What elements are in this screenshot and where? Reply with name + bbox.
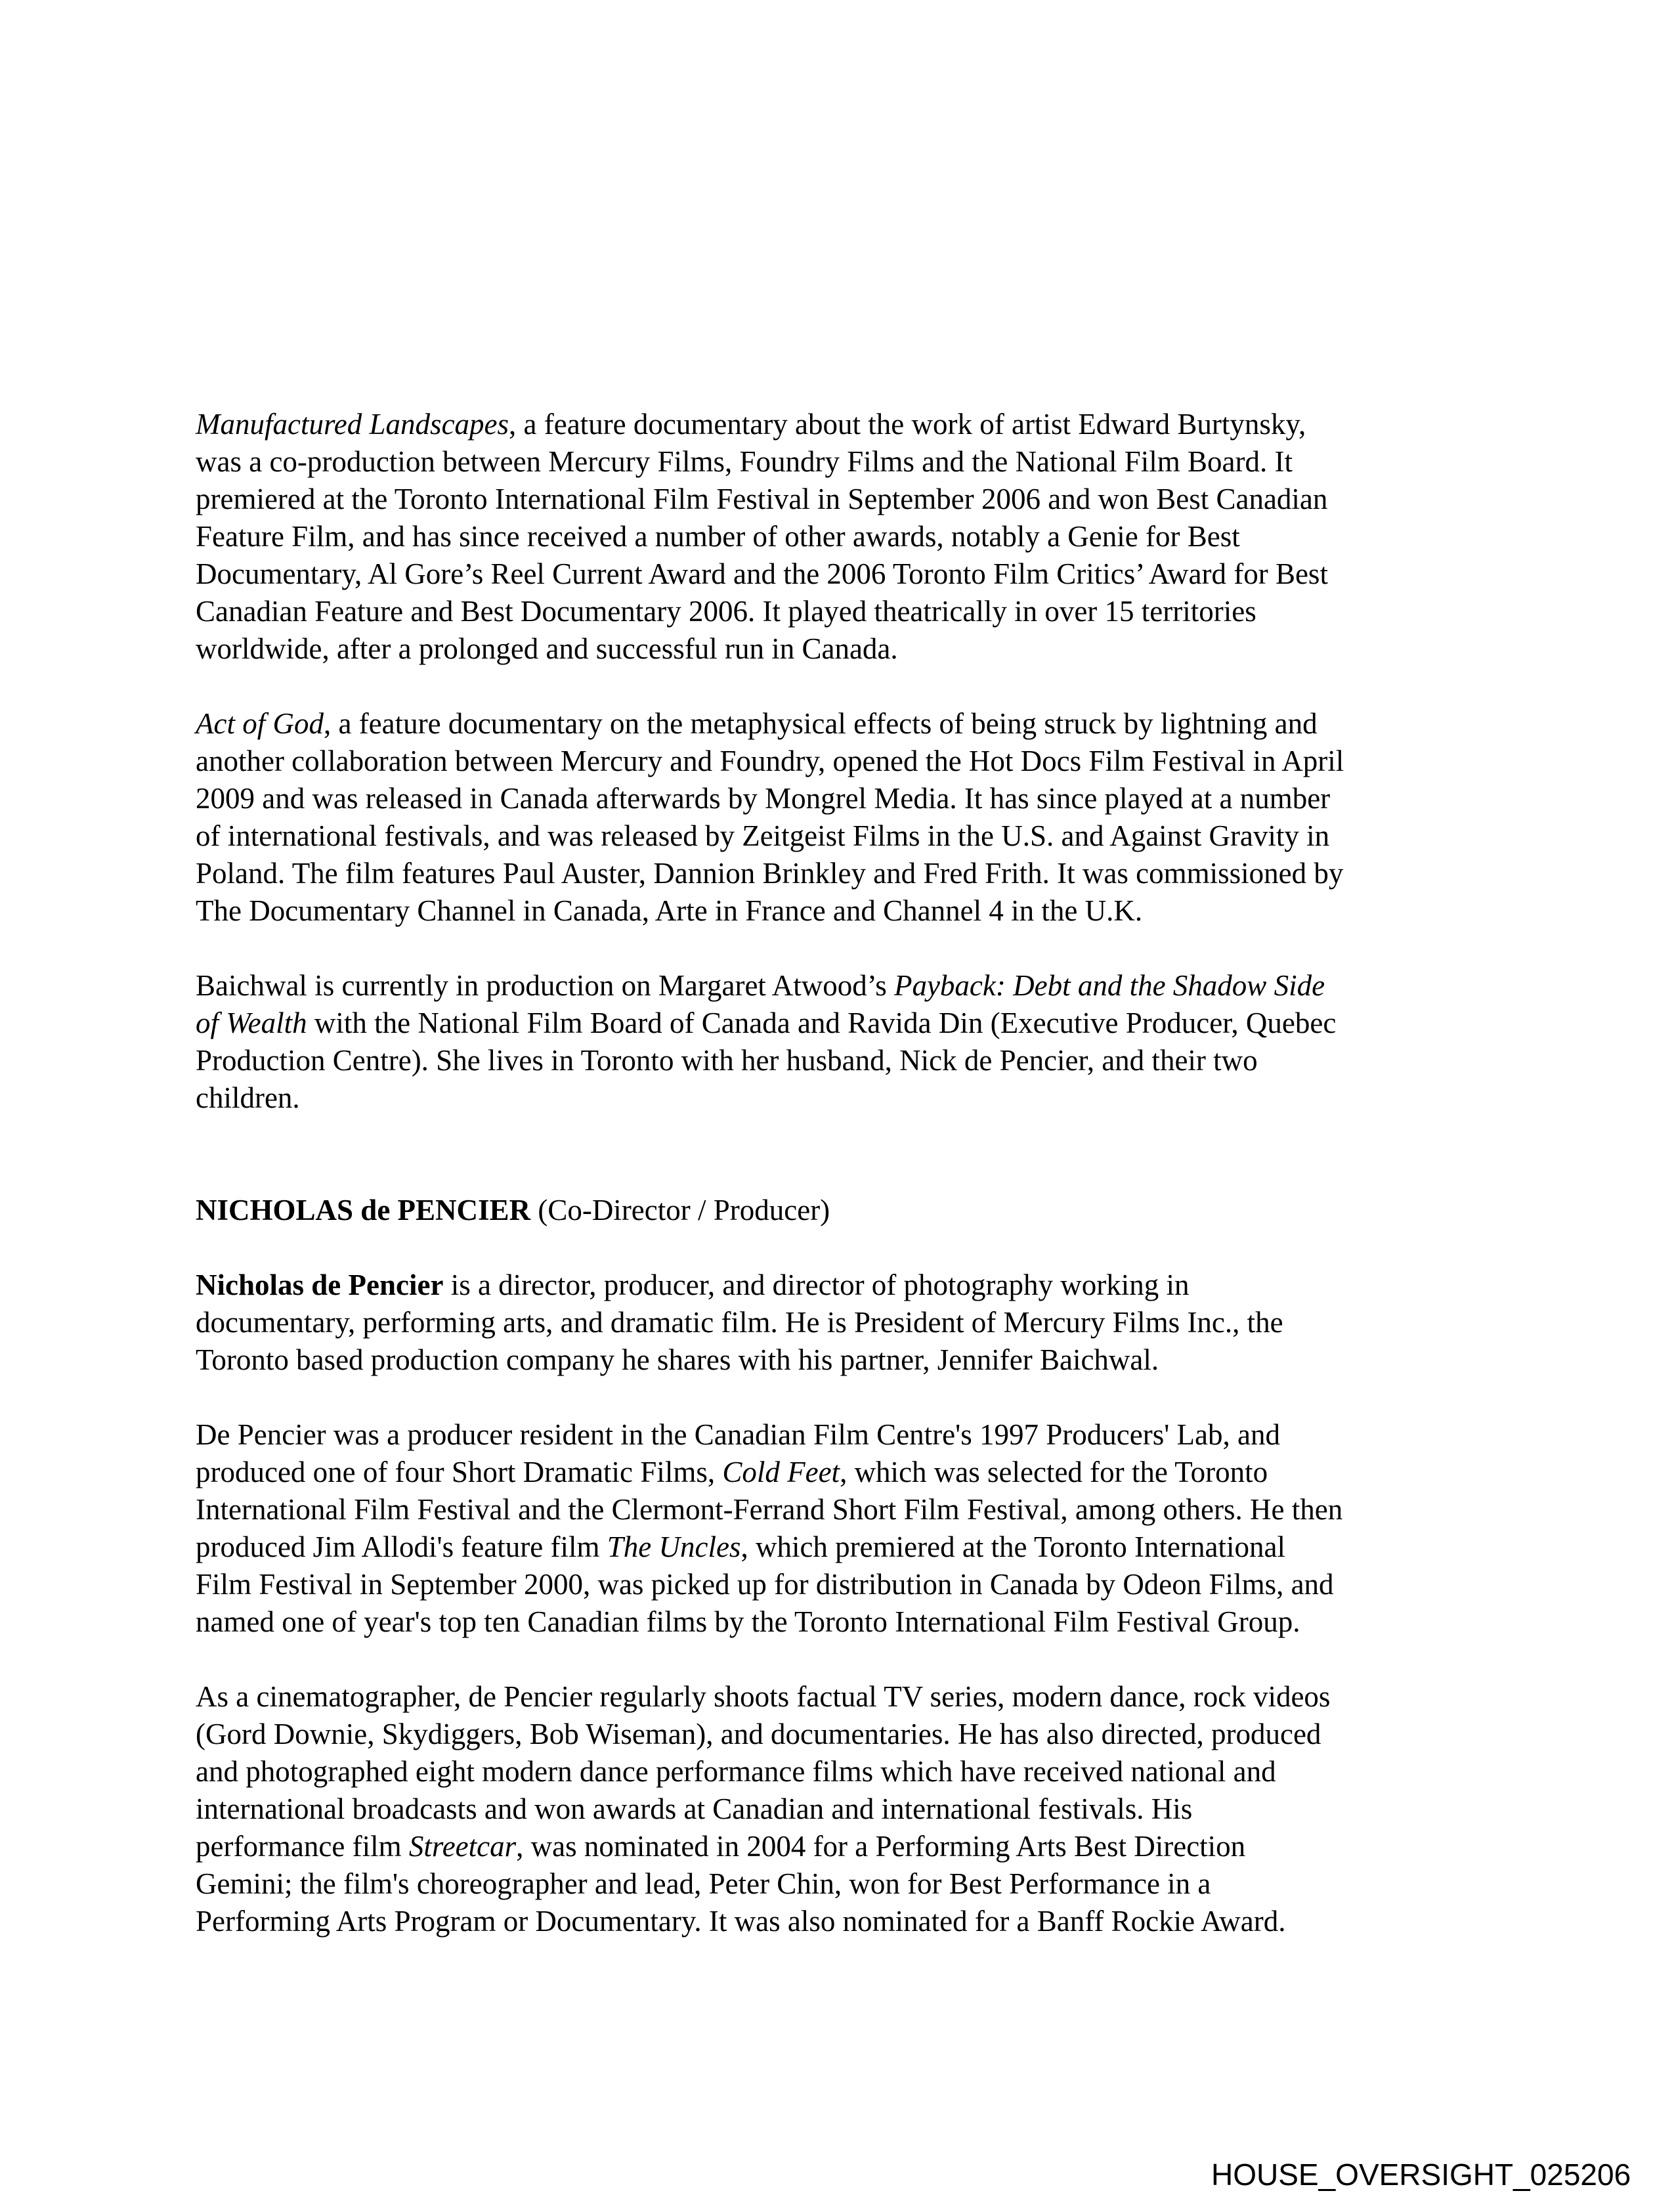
text-run: Film Festival in September 2000, was picked up for distribution in Canada by Odeon Films, and bbox=[196, 1568, 1334, 1601]
text-run: , was nominated in 2004 for a Performing Arts Best Direction bbox=[516, 1830, 1246, 1863]
text-run: 2009 and was released in Canada afterwards by Mongrel Media. It has since played at a number bbox=[196, 782, 1331, 815]
text-line bbox=[196, 1790, 1495, 1828]
text-line bbox=[196, 743, 1495, 780]
text-run: Production Centre). She lives in Toronto with her husband, Nick de Pencier, and their two bbox=[196, 1044, 1258, 1077]
text-run: International Film Festival and the Clermont-Ferrand Short Film Festival, among others. He then bbox=[196, 1493, 1343, 1526]
text-line bbox=[196, 1678, 1495, 1716]
text-run: , which was selected for the Toronto bbox=[840, 1456, 1268, 1488]
text-line bbox=[196, 406, 1495, 443]
text-line bbox=[196, 1566, 1495, 1603]
bold-name: Nicholas de Pencier bbox=[196, 1269, 444, 1301]
text-line bbox=[196, 1416, 1495, 1454]
text-run: Performing Arts Program or Documentary. It was also nominated for a Banff Rockie Award. bbox=[196, 1905, 1286, 1938]
film-credits-section bbox=[196, 406, 1495, 1117]
text-run: international broadcasts and won awards at Canadian and international festivals. His bbox=[196, 1792, 1193, 1825]
text-run: another collaboration between Mercury and Foundry, opened the Hot Docs Film Festival in April bbox=[196, 745, 1344, 777]
text-run: documentary, performing arts, and dramatic film. He is President of Mercury Films Inc., the bbox=[196, 1306, 1283, 1339]
text-run: Gemini; the film's choreographer and lead, Peter Chin, won for Best Performance in a bbox=[196, 1867, 1211, 1900]
text-run: , which premiered at the Toronto International bbox=[740, 1530, 1285, 1563]
text-run: and photographed eight modern dance performance films which have received national and bbox=[196, 1755, 1276, 1788]
text-run: produced one of four Short Dramatic Films, bbox=[196, 1456, 723, 1488]
section-heading bbox=[196, 1192, 1495, 1229]
text-run: Documentary, Al Gore’s Reel Current Award and the 2006 Toronto Film Critics’ Award for Best bbox=[196, 557, 1328, 590]
paragraph-de-pencier-producer bbox=[196, 1416, 1495, 1641]
paragraph-de-pencier-cinematographer bbox=[196, 1678, 1495, 1940]
text-run: As a cinematographer, de Pencier regularly shoots factual TV series, modern dance, rock videos bbox=[196, 1680, 1331, 1713]
text-line bbox=[196, 1603, 1495, 1641]
text-run: Baichwal is currently in production on Margaret Atwood’s bbox=[196, 969, 894, 1002]
text-run: performance film bbox=[196, 1830, 409, 1863]
text-run: is a director, producer, and director of photography working in bbox=[443, 1269, 1190, 1301]
text-run: Poland. The film features Paul Auster, Dannion Brinkley and Fred Frith. It was commissioned by bbox=[196, 857, 1344, 890]
text-line bbox=[196, 817, 1495, 855]
text-run: Canadian Feature and Best Documentary 2006. It played theatrically in over 15 territories bbox=[196, 595, 1256, 628]
heading-name: NICHOLAS de PENCIER bbox=[196, 1194, 531, 1226]
bates-stamp: HOUSE_OVERSIGHT_025206 bbox=[1211, 2158, 1631, 2192]
paragraph-de-pencier-intro bbox=[196, 1267, 1495, 1379]
text-run: of international festivals, and was released by Zeitgeist Films in the U.S. and Against Gravity in bbox=[196, 819, 1330, 852]
text-run: , a feature documentary on the metaphysical effects of being struck by lightning and bbox=[323, 707, 1318, 740]
text-run: Feature Film, and has since received a number of other awards, notably a Genie for Best bbox=[196, 520, 1240, 553]
text-line bbox=[196, 1042, 1495, 1079]
paragraph-act-of-god bbox=[196, 705, 1495, 930]
text-line bbox=[196, 1341, 1495, 1379]
text-run: (Gord Downie, Skydiggers, Bob Wiseman), and documentaries. He has also directed, produced bbox=[196, 1718, 1321, 1750]
text-run: De Pencier was a producer resident in the Canadian Film Centre's 1997 Producers' Lab, and bbox=[196, 1418, 1280, 1451]
text-run: was a co-production between Mercury Films, Foundry Films and the National Film Board. It bbox=[196, 445, 1293, 478]
text-line bbox=[196, 892, 1495, 930]
italic-title: Act of God bbox=[196, 707, 324, 740]
text-line bbox=[196, 1716, 1495, 1753]
text-line bbox=[196, 1903, 1495, 1940]
text-line bbox=[196, 630, 1495, 668]
paragraph-manufactured-landscapes bbox=[196, 406, 1495, 668]
text-run: with the National Film Board of Canada and Ravida Din (Executive Producer, Quebec bbox=[307, 1007, 1337, 1039]
italic-title: Cold Feet bbox=[722, 1456, 840, 1488]
text-line bbox=[196, 443, 1495, 481]
text-line bbox=[196, 705, 1495, 743]
text-run: named one of year's top ten Canadian films by the Toronto International Film Festival Group. bbox=[196, 1605, 1300, 1638]
section-spacer bbox=[196, 1154, 1495, 1192]
text-run: premiered at the Toronto International Film Festival in September 2006 and won Best Canadian bbox=[196, 483, 1328, 515]
bio-section bbox=[196, 1267, 1495, 1940]
text-line bbox=[196, 518, 1495, 555]
text-line bbox=[196, 1491, 1495, 1529]
text-line bbox=[196, 1304, 1495, 1341]
paragraph-baichwal-current bbox=[196, 967, 1495, 1117]
text-line bbox=[196, 1079, 1495, 1117]
text-line bbox=[196, 967, 1495, 1005]
text-line bbox=[196, 1267, 1495, 1304]
text-line bbox=[196, 1005, 1495, 1042]
text-line bbox=[196, 855, 1495, 892]
heading-role: (Co-Director / Producer) bbox=[530, 1194, 830, 1226]
italic-title: Streetcar bbox=[408, 1830, 517, 1863]
text-line bbox=[196, 555, 1495, 593]
text-run: children. bbox=[196, 1081, 300, 1114]
text-run: worldwide, after a prolonged and successful run in Canada. bbox=[196, 632, 898, 665]
document-page bbox=[196, 406, 1495, 1978]
text-line bbox=[196, 1865, 1495, 1903]
italic-title: The Uncles bbox=[607, 1530, 741, 1563]
text-line bbox=[196, 1529, 1495, 1566]
text-run: produced Jim Allodi's feature film bbox=[196, 1530, 607, 1563]
text-run: , a feature documentary about the work of artist Edward Burtynsky, bbox=[509, 408, 1306, 441]
text-line bbox=[196, 780, 1495, 817]
text-line bbox=[196, 1454, 1495, 1491]
italic-title: Manufactured Landscapes bbox=[196, 408, 509, 441]
italic-title: Payback: Debt and the Shadow Side bbox=[893, 969, 1325, 1002]
text-line bbox=[196, 1753, 1495, 1790]
text-run: The Documentary Channel in Canada, Arte in France and Channel 4 in the U.K. bbox=[196, 894, 1143, 927]
text-line bbox=[196, 481, 1495, 518]
text-run: Toronto based production company he shares with his partner, Jennifer Baichwal. bbox=[196, 1343, 1159, 1376]
italic-title: of Wealth bbox=[196, 1007, 307, 1039]
text-line bbox=[196, 593, 1495, 630]
text-line bbox=[196, 1828, 1495, 1865]
